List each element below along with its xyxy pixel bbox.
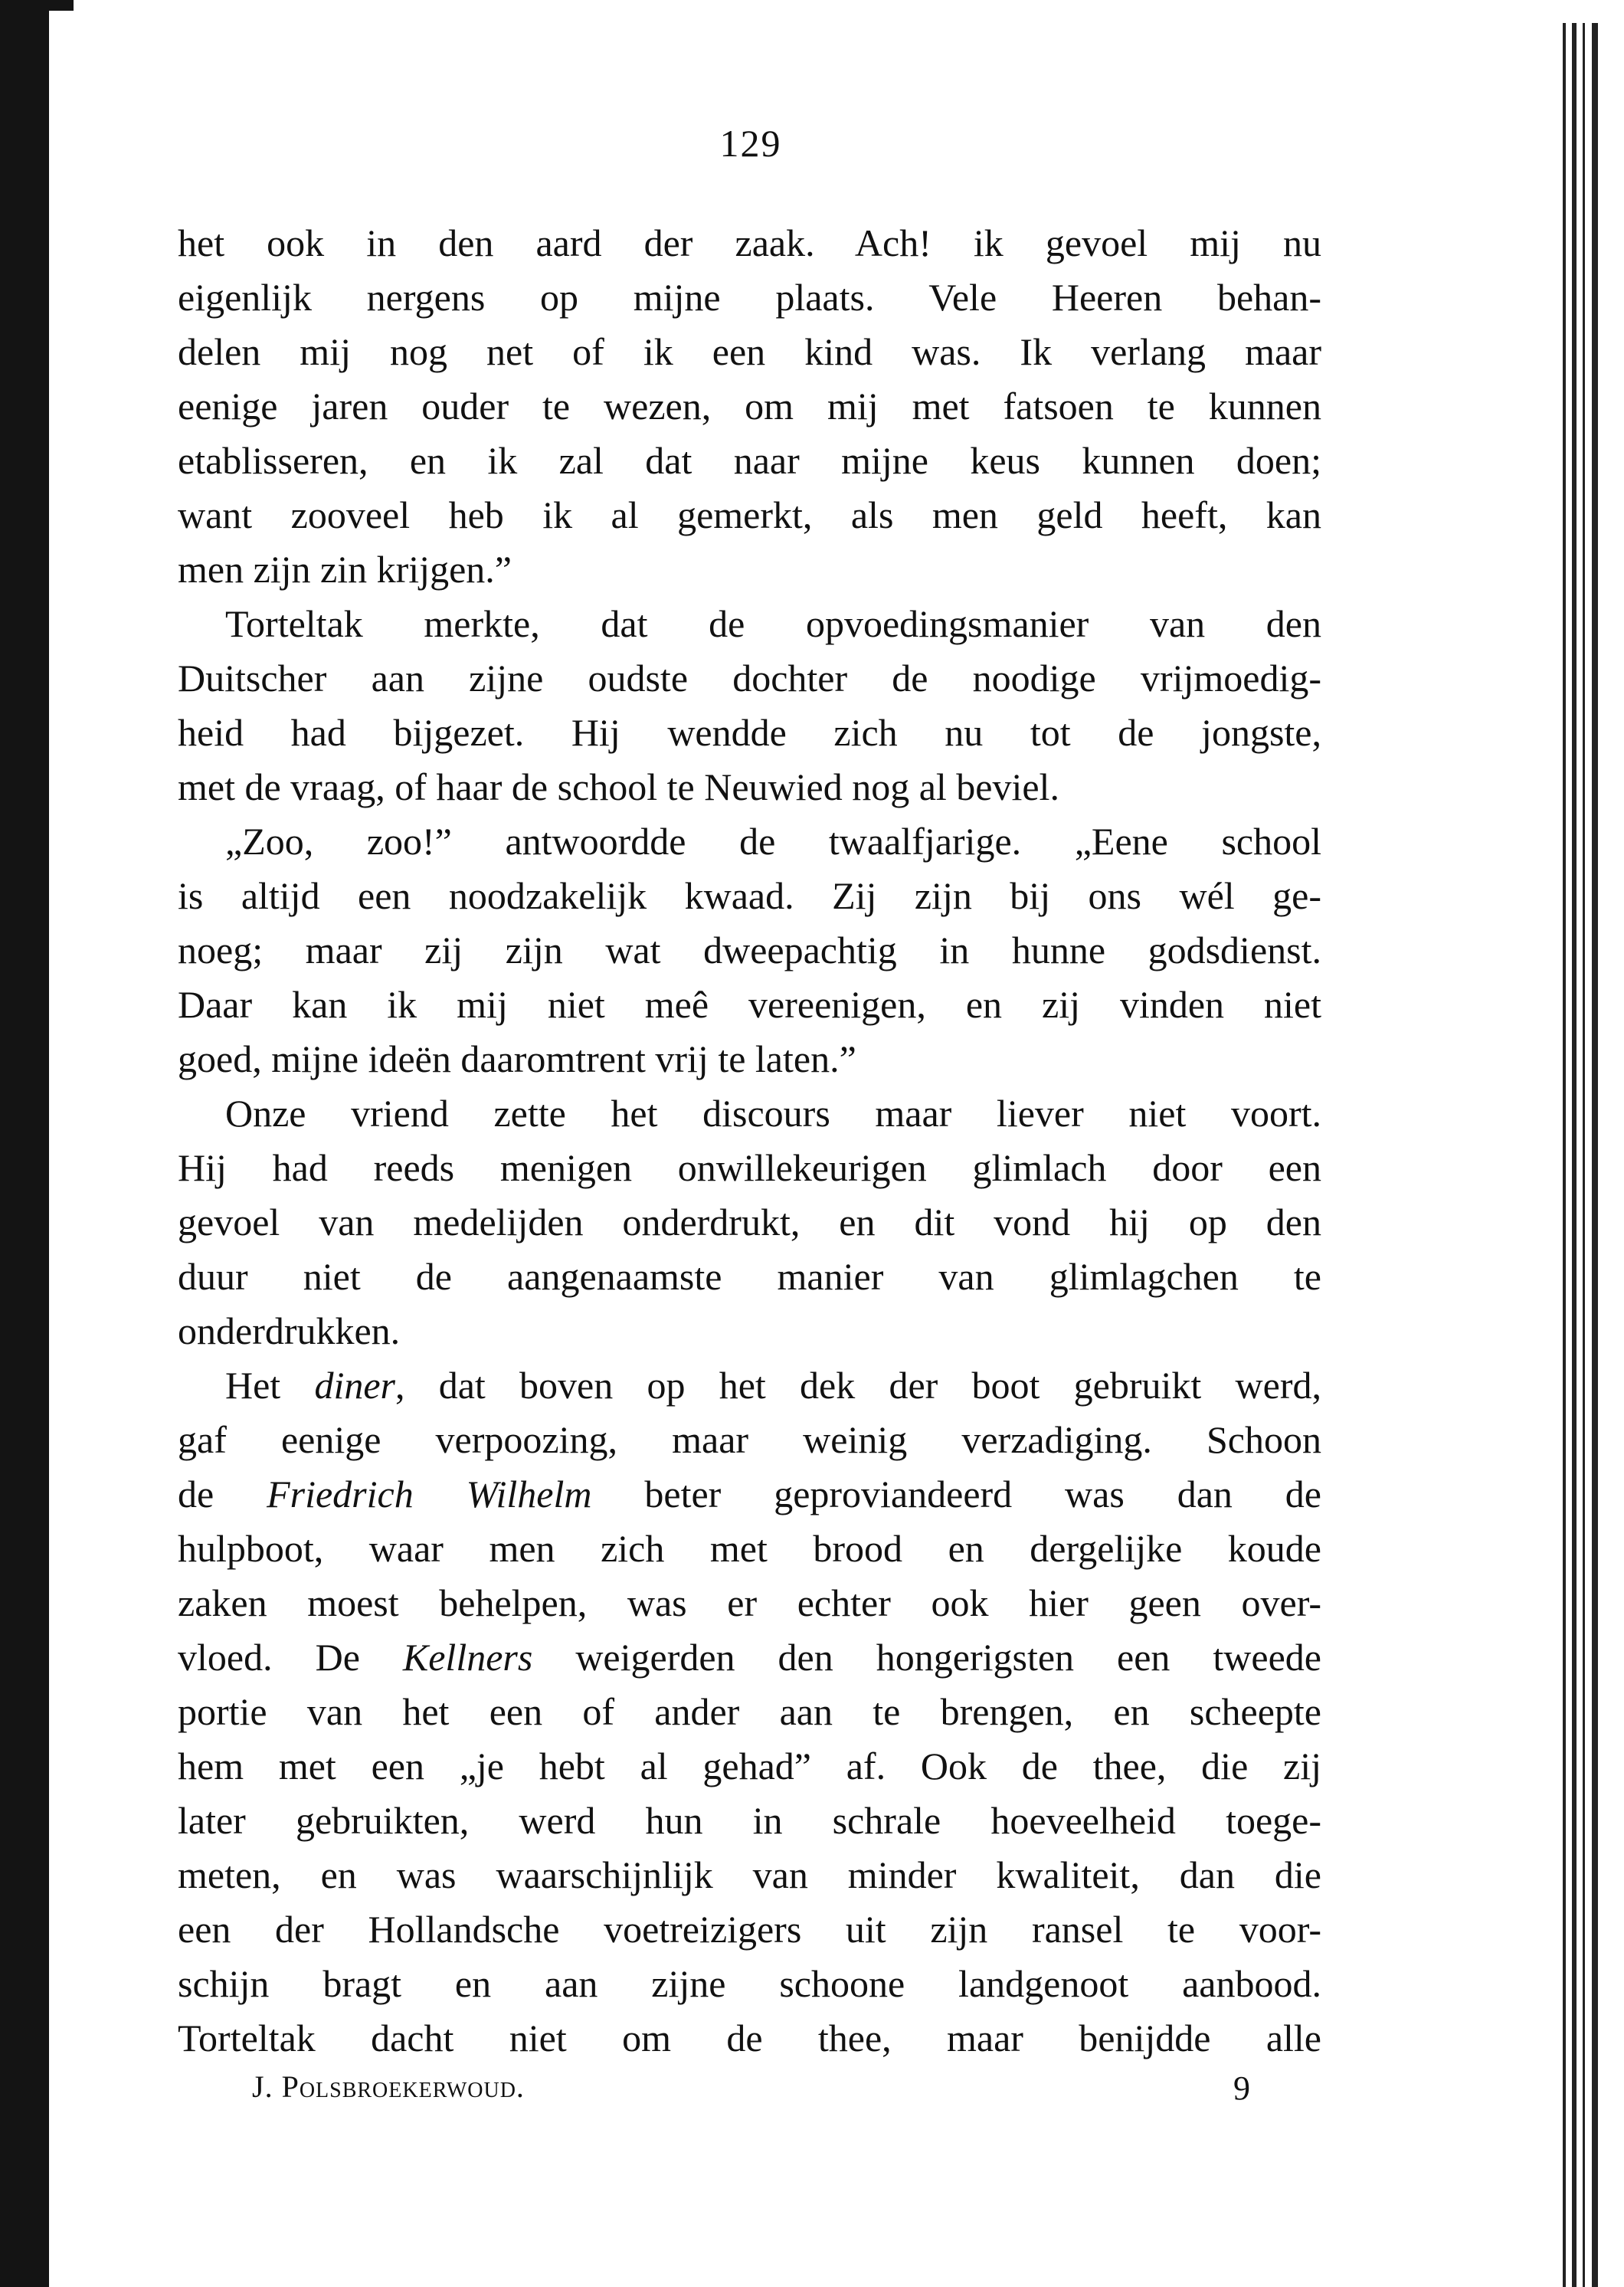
text-line — [178, 1848, 1321, 1902]
text-line — [178, 270, 1321, 325]
text-segment: heid had bijgezet. Hij wendde zich nu tot de jongste, — [178, 711, 1321, 754]
text-line — [178, 1794, 1321, 1848]
text-line — [178, 1413, 1321, 1467]
text-line — [178, 216, 1321, 270]
text-line — [178, 869, 1321, 923]
text-segment: Torteltak dacht niet om de thee, maar benijdde alle — [178, 2017, 1321, 2059]
text-segment: de — [178, 1473, 267, 1515]
page-number: 129 — [719, 122, 782, 165]
text-line — [178, 1957, 1321, 2011]
page-edge-line — [1572, 23, 1577, 2287]
text-segment: Onze vriend zette het discours maar liever niet voort. — [225, 1092, 1321, 1135]
text-line — [178, 1685, 1321, 1739]
text-line — [178, 978, 1321, 1032]
text-segment: eenige jaren ouder te wezen, om mij met fatsoen te kunnen — [178, 385, 1321, 428]
text-segment: weigerden den hongerigsten een tweede — [532, 1636, 1321, 1679]
text-line — [178, 814, 1321, 869]
text-segment: is altijd een noodzakelijk kwaad. Zij zijn bij ons wél ge- — [178, 874, 1321, 917]
text-line — [178, 1576, 1321, 1630]
text-segment: met de vraag, of haar de school te Neuwied nog al beviel. — [178, 765, 1059, 808]
text-segment: hulpboot, waar men zich met brood en dergelijke koude — [178, 1527, 1321, 1570]
text-line — [178, 1902, 1321, 1957]
text-segment: onderdrukken. — [178, 1309, 401, 1352]
text-line — [178, 1304, 1321, 1358]
text-segment: Torteltak merkte, dat de opvoedingsmanier van den — [225, 602, 1321, 645]
body-text — [178, 216, 1321, 2066]
text-line — [178, 1141, 1321, 1195]
book-binding-edge — [0, 0, 49, 2287]
page-edge-line — [1583, 23, 1585, 2287]
text-segment: Het — [225, 1364, 315, 1407]
text-segment: een der Hollandsche voetreizigers uit zijn ransel te voor- — [178, 1908, 1321, 1951]
text-segment: zaken moest behelpen, was er echter ook hier geen over- — [178, 1581, 1321, 1624]
text-segment: noeg; maar zij zijn wat dweepachtig in hunne godsdienst. — [178, 929, 1321, 971]
text-segment: etablisseren, en ik zal dat naar mijne keus kunnen doen; — [178, 439, 1321, 482]
text-segment: beter geproviandeerd was dan de — [591, 1473, 1321, 1515]
text-segment: delen mij nog net of ik een kind was. Ik verlang maar — [178, 330, 1321, 373]
text-segment: hem met een „je hebt al gehad” af. Ook de thee, die zij — [178, 1745, 1321, 1787]
text-segment: Hij had reeds menigen onwillekeurigen glimlach door een — [178, 1146, 1321, 1189]
text-line — [178, 379, 1321, 434]
italic-text: diner — [314, 1364, 395, 1407]
text-segment: „Zoo, zoo!” antwoordde de twaalfjarige. „Eene school — [225, 820, 1321, 863]
text-line — [178, 706, 1321, 760]
text-line — [178, 1522, 1321, 1576]
footer-author: J. Polsbroekerwoud. — [252, 2069, 525, 2104]
text-segment: het ook in den aard der zaak. Ach! ik gevoel mij nu — [178, 221, 1321, 264]
text-line — [178, 597, 1321, 651]
text-segment: gevoel van medelijden onderdrukt, en dit vond hij op den — [178, 1201, 1321, 1243]
text-segment: portie van het een of ander aan te brengen, en scheepte — [178, 1690, 1321, 1733]
text-line — [178, 325, 1321, 379]
book-binding-top-edge — [0, 0, 74, 11]
text-line — [178, 2011, 1321, 2066]
text-line — [178, 1358, 1321, 1413]
text-line — [178, 1032, 1321, 1086]
text-line — [178, 923, 1321, 978]
text-line — [178, 1630, 1321, 1685]
text-segment: goed, mijne ideën daaromtrent vrij te laten.” — [178, 1037, 856, 1080]
text-line — [178, 542, 1321, 597]
text-segment: later gebruikten, werd hun in schrale hoeveelheid toege- — [178, 1799, 1321, 1842]
text-segment: duur niet de aangenaamste manier van glimlagchen te — [178, 1255, 1321, 1298]
italic-text: Friedrich Wilhelm — [267, 1473, 592, 1515]
text-segment: Daar kan ik mij niet meê vereenigen, en zij vinden niet — [178, 983, 1321, 1026]
text-segment: Duitscher aan zijne oudste dochter de noodige vrijmoedig- — [178, 657, 1321, 700]
text-line — [178, 488, 1321, 542]
text-segment: men zijn zin krijgen.” — [178, 548, 512, 591]
text-segment: , dat boven op het dek der boot gebruikt werd, — [395, 1364, 1321, 1407]
text-segment: gaf eenige verpoozing, maar weinig verzadiging. Schoon — [178, 1418, 1321, 1461]
text-line — [178, 1250, 1321, 1304]
text-segment: want zooveel heb ik al gemerkt, als men geld heeft, kan — [178, 493, 1321, 536]
text-line — [178, 760, 1321, 814]
text-line — [178, 1086, 1321, 1141]
text-segment: vloed. De — [178, 1636, 403, 1679]
text-line — [178, 1195, 1321, 1250]
text-line — [178, 434, 1321, 488]
signature-mark: 9 — [1233, 2069, 1250, 2107]
text-segment: schijn bragt en aan zijne schoone landgenoot aanbood. — [178, 1962, 1321, 2005]
text-segment: eigenlijk nergens op mijne plaats. Vele Heeren behan- — [178, 276, 1321, 319]
text-line — [178, 651, 1321, 706]
italic-text: Kellners — [402, 1636, 533, 1679]
page-edge-line — [1563, 23, 1566, 2287]
text-line — [178, 1467, 1321, 1522]
text-line — [178, 1739, 1321, 1794]
text-segment: meten, en was waarschijnlijk van minder kwaliteit, dan die — [178, 1853, 1321, 1896]
page-edge-line — [1592, 23, 1598, 2287]
